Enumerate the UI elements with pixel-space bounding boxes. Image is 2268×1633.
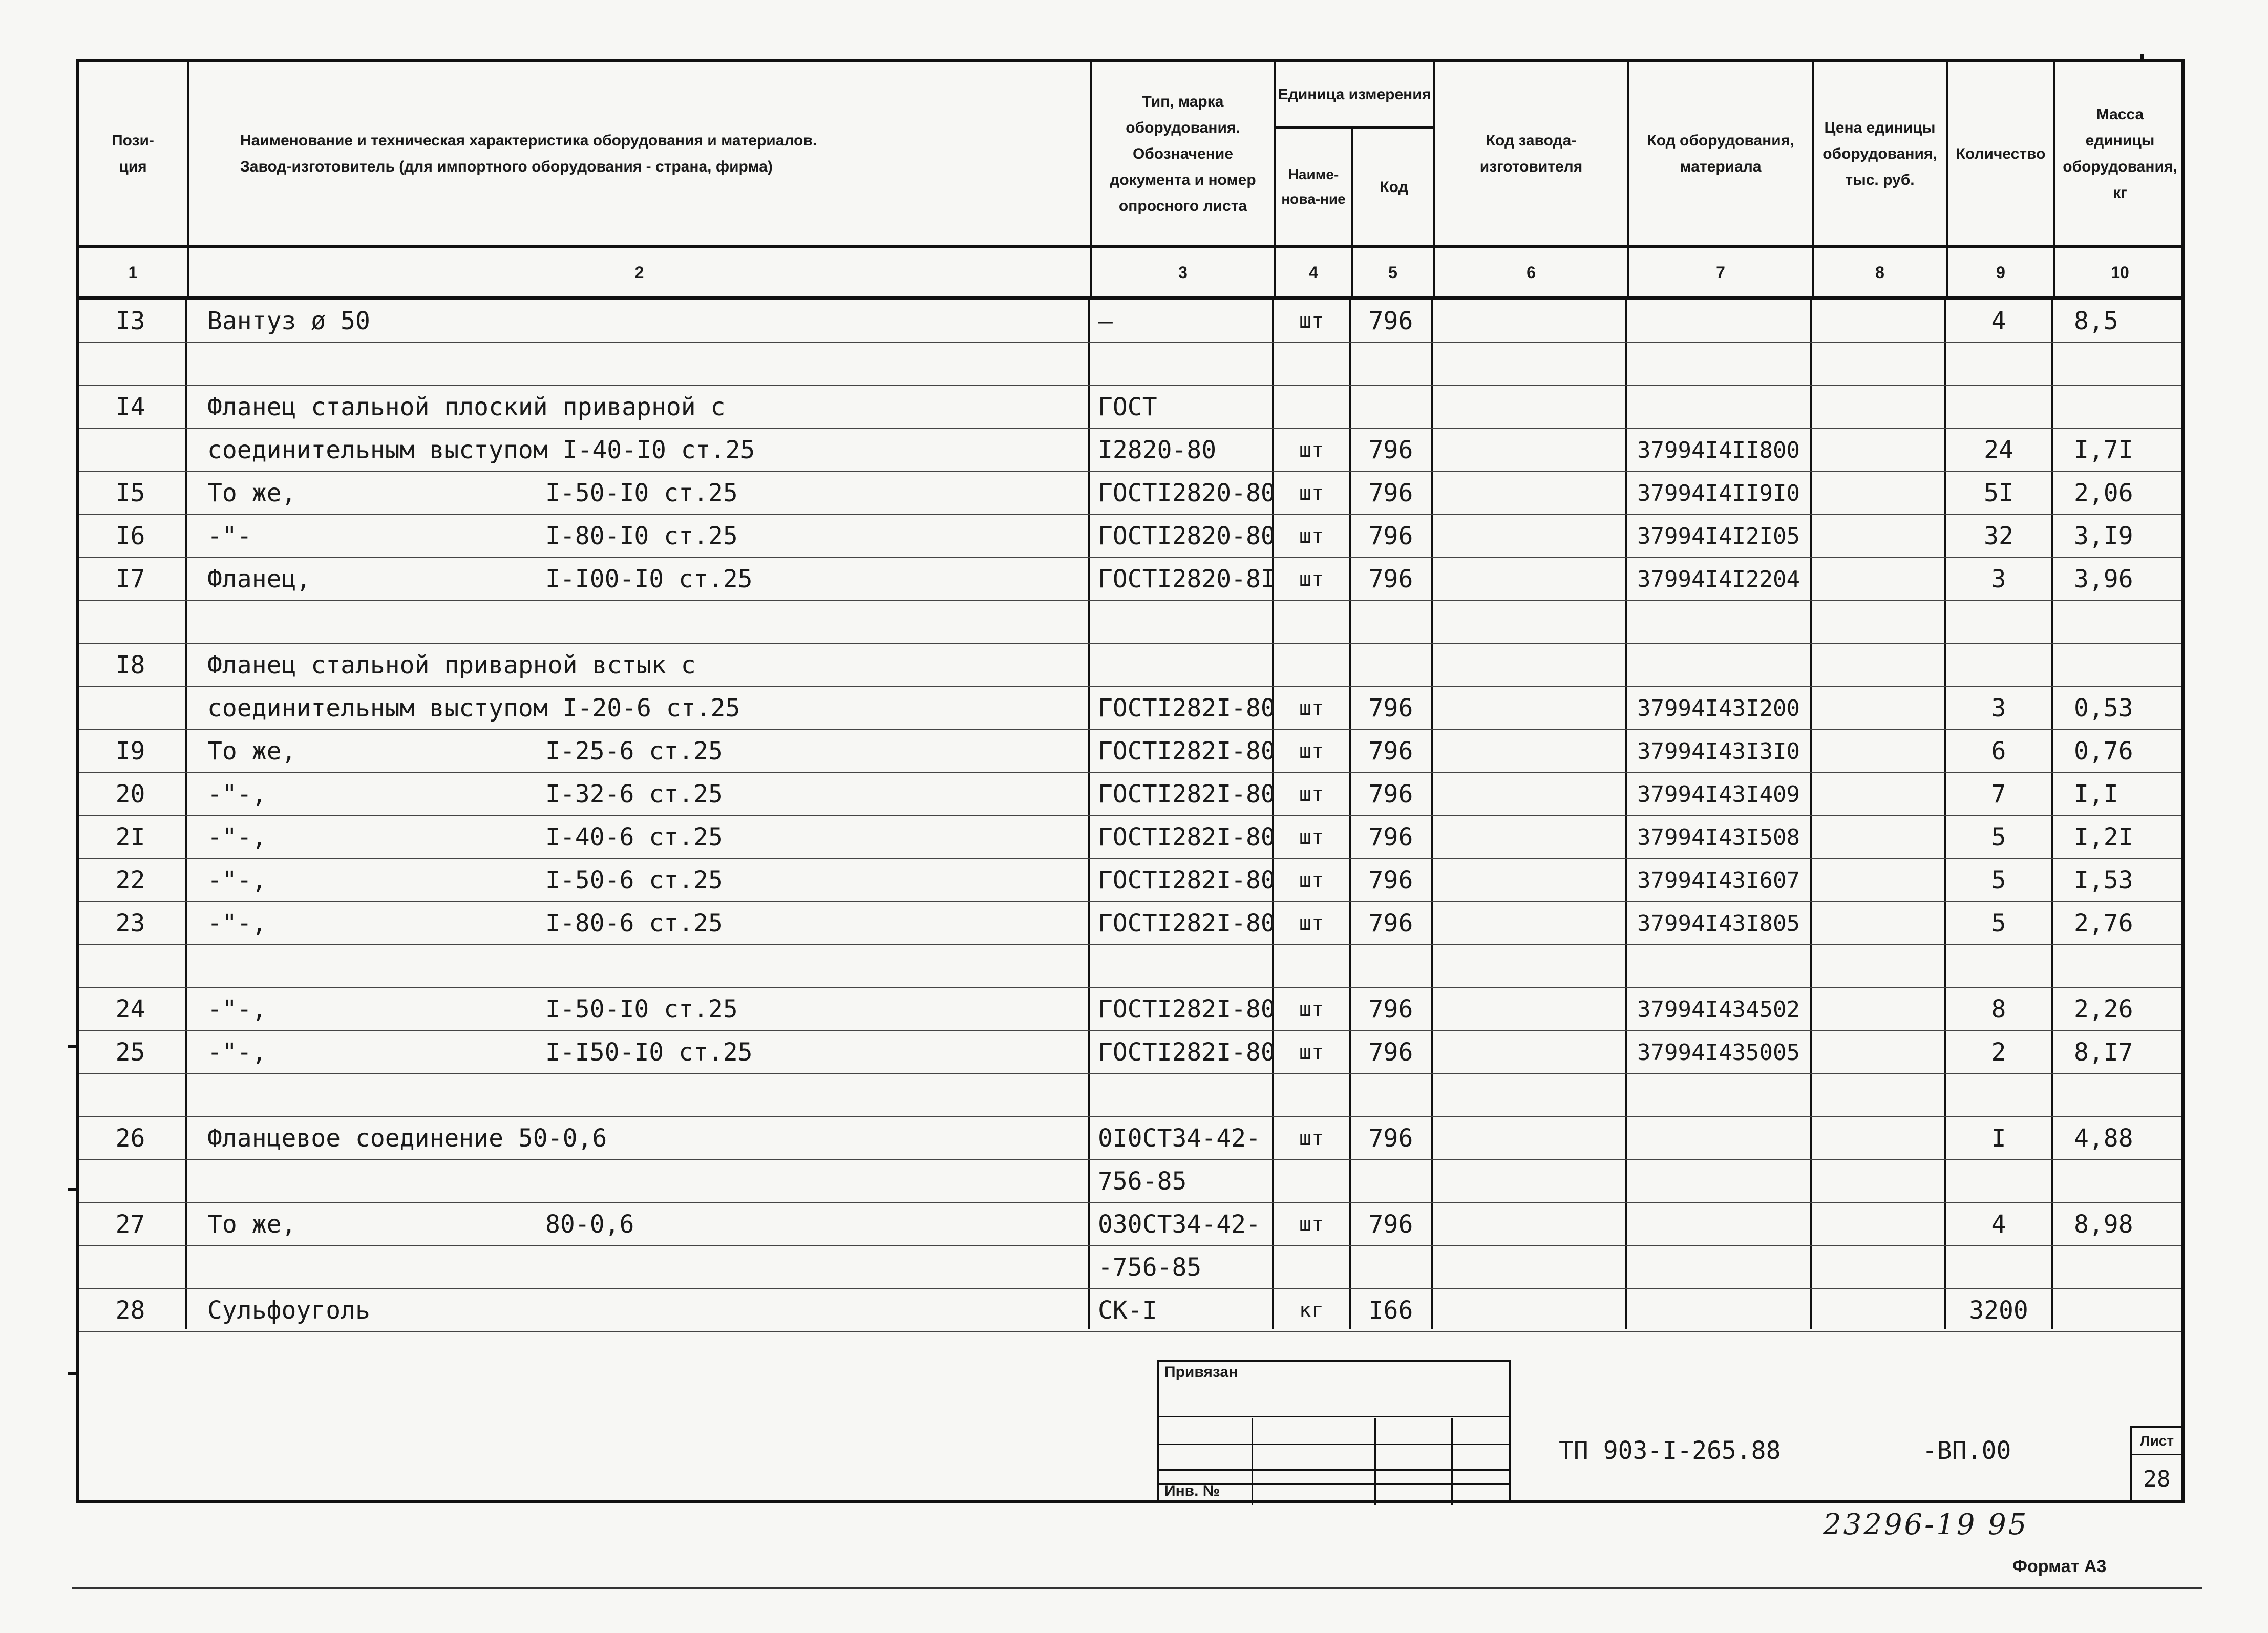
table-row xyxy=(76,429,2185,472)
cell-mass xyxy=(2053,1289,2181,1332)
cell-type xyxy=(1090,1074,1272,1117)
cell-quantity xyxy=(1946,1246,2051,1289)
cell-unit-code xyxy=(1351,601,1431,644)
cell-name: -"-, xyxy=(207,866,267,895)
cell-material-code: 37994I43I3I0 xyxy=(1637,738,1800,765)
cell-position: 26 xyxy=(115,1124,145,1153)
cell-name-parameter: I-32-6 ст.25 xyxy=(545,780,723,809)
cell-material-code: 37994I435005 xyxy=(1637,1039,1800,1066)
cell-unit-code: 796 xyxy=(1368,1124,1413,1153)
table-row xyxy=(76,902,2185,945)
table-row xyxy=(76,1203,2185,1246)
cell-name xyxy=(187,601,1088,644)
cell-quantity: 3200 xyxy=(1969,1296,2028,1325)
cell-quantity: 5 xyxy=(1991,909,2006,938)
cell-name-parameter: I-40-6 ст.25 xyxy=(545,823,723,852)
cell-unit-code: 796 xyxy=(1368,479,1413,507)
header-factory-code: Код завода-изготовителя xyxy=(1435,62,1629,245)
table-row xyxy=(76,558,2185,601)
cell-name: То же, xyxy=(207,479,296,507)
cell-unit-code: 796 xyxy=(1368,522,1413,550)
table-row xyxy=(76,1074,2185,1117)
bottom-rule xyxy=(72,1587,2202,1589)
cell-quantity: 32 xyxy=(1984,522,2013,550)
cell-name-parameter: I-50-I0 ст.25 xyxy=(545,479,738,507)
cell-unit-code: 796 xyxy=(1368,995,1413,1024)
cell-mass: 2,76 xyxy=(2074,909,2133,938)
cell-unit xyxy=(1274,1246,1349,1289)
cell-quantity xyxy=(1946,386,2051,429)
cell-quantity: 3 xyxy=(1991,565,2006,593)
cell-unit: шт xyxy=(1299,825,1324,849)
cell-unit-code xyxy=(1351,644,1431,687)
cell-name: соединительным выступом I-20-6 ст.25 xyxy=(207,694,740,723)
cell-unit: шт xyxy=(1299,438,1324,462)
cell-material-code xyxy=(1627,343,1810,386)
table-row xyxy=(76,859,2185,902)
table-row xyxy=(76,601,2185,644)
cell-type: 756-85 xyxy=(1098,1167,1187,1196)
stamp-line xyxy=(1374,1418,1376,1505)
cell-quantity: 5 xyxy=(1991,866,2006,895)
cell-unit: кг xyxy=(1299,1299,1324,1322)
stamp-line xyxy=(1159,1444,1509,1445)
cell-name: Сульфоуголь xyxy=(207,1296,370,1325)
table-row xyxy=(76,1246,2185,1289)
cell-quantity: 4 xyxy=(1991,1210,2006,1239)
cell-name: То же, xyxy=(207,737,296,766)
cell-type: – xyxy=(1098,307,1113,335)
cell-mass xyxy=(2053,601,2181,644)
header-unit-name: Наиме-нова-ние xyxy=(1276,129,1353,245)
cell-unit-code: 796 xyxy=(1368,1038,1413,1067)
cell-unit-code: 796 xyxy=(1368,307,1413,335)
cell-type: -756-85 xyxy=(1098,1253,1202,1282)
cell-unit: шт xyxy=(1299,309,1324,333)
cell-unit xyxy=(1274,1074,1349,1117)
cell-mass: 8,I7 xyxy=(2074,1038,2133,1067)
cell-unit-code xyxy=(1351,945,1431,988)
cell-type: ГОСТ xyxy=(1098,393,1157,421)
table-row xyxy=(76,472,2185,515)
col-num-2: 2 xyxy=(189,248,1092,296)
header-position: Пози- ция xyxy=(79,62,189,245)
cell-quantity: 3 xyxy=(1991,694,2006,723)
cell-unit-code: 796 xyxy=(1368,866,1413,895)
cell-unit xyxy=(1274,601,1349,644)
sheet-box xyxy=(2130,1426,2181,1503)
cell-position xyxy=(76,1160,185,1203)
cell-material-code: 37994I43I607 xyxy=(1637,867,1800,894)
cell-mass: I,7I xyxy=(2074,436,2133,464)
cell-material-code xyxy=(1627,644,1810,687)
sheet-number: 28 xyxy=(2143,1466,2171,1492)
cell-position xyxy=(76,343,185,386)
cell-type: СК-I xyxy=(1098,1296,1157,1325)
cell-unit: шт xyxy=(1299,481,1324,505)
cell-quantity: 4 xyxy=(1991,307,2006,335)
cell-type: 0I0СТ34-42- xyxy=(1098,1124,1261,1153)
cell-material-code: 37994I4I2204 xyxy=(1637,566,1800,592)
cell-mass: 4,88 xyxy=(2074,1124,2133,1153)
cell-mass: 2,06 xyxy=(2074,479,2133,507)
col-num-4: 4 xyxy=(1276,248,1353,296)
cell-quantity: I xyxy=(1991,1124,2006,1153)
table-row xyxy=(76,945,2185,988)
cell-quantity: 2 xyxy=(1991,1038,2006,1067)
cell-material-code: 37994I43I200 xyxy=(1637,695,1800,722)
cell-unit: шт xyxy=(1299,1213,1324,1236)
cell-unit: шт xyxy=(1299,782,1324,806)
cell-name-parameter: I-I00-I0 ст.25 xyxy=(545,565,753,593)
cell-material-code xyxy=(1627,1117,1810,1160)
bound-label: Привязан xyxy=(1164,1364,1238,1381)
cell-unit-code: 796 xyxy=(1368,780,1413,809)
header-material-code: Код оборудования, материала xyxy=(1629,62,1814,245)
cell-mass: 0,76 xyxy=(2074,737,2133,766)
cell-position xyxy=(76,1246,185,1289)
col-num-10: 10 xyxy=(2111,263,2129,282)
cell-quantity xyxy=(1946,644,2051,687)
cell-material-code: 37994I43I409 xyxy=(1637,781,1800,808)
cell-position xyxy=(76,601,185,644)
cell-unit xyxy=(1274,343,1349,386)
cell-unit: шт xyxy=(1299,696,1324,720)
cell-position: I9 xyxy=(115,737,145,766)
cell-unit-code xyxy=(1351,1160,1431,1203)
binding-stamp xyxy=(1157,1360,1511,1503)
cell-position: I3 xyxy=(115,307,145,335)
cell-name: Фланец стальной приварной встык с xyxy=(207,651,696,680)
cell-name: Вантуз ø 50 xyxy=(207,307,370,335)
cell-name-parameter: I-50-6 ст.25 xyxy=(545,866,723,895)
cell-material-code: 37994I4II9I0 xyxy=(1637,480,1800,506)
cell-type: ГОСТI282I-80 xyxy=(1098,866,1276,895)
cell-type: 030СТ34-42- xyxy=(1098,1210,1261,1239)
cell-name: То же, xyxy=(207,1210,296,1239)
cell-type: ГОСТI282I-80 xyxy=(1098,694,1276,723)
header-unit-code: Код xyxy=(1380,178,1408,196)
cell-unit-code xyxy=(1351,1246,1431,1289)
cell-material-code: 37994I43I508 xyxy=(1637,824,1800,851)
col-num-8: 8 xyxy=(1814,248,1948,296)
cell-type xyxy=(1090,601,1272,644)
cell-unit-code: 796 xyxy=(1368,737,1413,766)
header-quantity: Количество xyxy=(1948,62,2055,245)
cell-name-parameter: I-80-6 ст.25 xyxy=(545,909,723,938)
cell-name: -"-, xyxy=(207,909,267,938)
table-row xyxy=(76,386,2185,429)
frame-left xyxy=(76,59,79,1329)
cell-material-code xyxy=(1627,601,1810,644)
document-number: ТП 903-I-265.88 xyxy=(1559,1436,1781,1465)
cell-quantity: 24 xyxy=(1984,436,2013,464)
table-row xyxy=(76,687,2185,730)
cell-unit-code: 796 xyxy=(1368,909,1413,938)
cell-position: 2I xyxy=(115,823,145,852)
cell-type: ГОСТI282I-80 xyxy=(1098,823,1276,852)
header-price: Цена единицы оборудования, тыс. руб. xyxy=(1814,62,1948,245)
col-num-5: 5 xyxy=(1353,248,1435,296)
cell-type: ГОСТI282I-80 xyxy=(1098,737,1276,766)
cell-name: -"-, xyxy=(207,823,267,852)
cell-quantity xyxy=(1946,1160,2051,1203)
cell-mass xyxy=(2053,1074,2181,1117)
cell-position: I5 xyxy=(115,479,145,507)
title-block xyxy=(76,1329,2185,1503)
cell-position xyxy=(76,945,185,988)
cell-type: ГОСТI2820-8I xyxy=(1098,565,1276,593)
cell-name: -"-, xyxy=(207,780,267,809)
cell-material-code: 37994I43I805 xyxy=(1637,910,1800,937)
table-row xyxy=(76,515,2185,558)
cell-mass xyxy=(2053,386,2181,429)
cell-position: 24 xyxy=(115,995,145,1024)
cell-material-code xyxy=(1627,1160,1810,1203)
header-type: Тип, марка оборудования. Обозначение документа и номер опросного листа xyxy=(1092,62,1276,245)
cell-unit-code: 796 xyxy=(1368,823,1413,852)
header-unit: Единица измерения xyxy=(1276,62,1433,129)
cell-name: Фланцевое соединение 50-0,6 xyxy=(207,1124,607,1153)
stamp-line xyxy=(1159,1469,1509,1471)
cell-material-code xyxy=(1627,300,1810,343)
cell-mass: 8,5 xyxy=(2074,307,2118,335)
cell-quantity: 7 xyxy=(1991,780,2006,809)
cell-unit: шт xyxy=(1299,1127,1324,1150)
cell-unit: шт xyxy=(1299,1041,1324,1064)
cell-type xyxy=(1090,343,1272,386)
col-num-9: 9 xyxy=(1948,248,2055,296)
inventory-label: Инв. № xyxy=(1164,1482,1220,1499)
cell-unit-code: I66 xyxy=(1368,1296,1413,1325)
cell-mass xyxy=(2053,343,2181,386)
cell-type: ГОСТI282I-80 xyxy=(1098,995,1276,1024)
cell-mass: I,I xyxy=(2074,780,2118,809)
cell-material-code xyxy=(1627,1246,1810,1289)
cell-mass: 2,26 xyxy=(2074,995,2133,1024)
cell-quantity xyxy=(1946,945,2051,988)
stamp-line xyxy=(1451,1418,1453,1505)
cell-material-code xyxy=(1627,1203,1810,1246)
cell-name xyxy=(187,945,1088,988)
cell-type: ГОСТI282I-80 xyxy=(1098,780,1276,809)
cell-name xyxy=(187,1074,1088,1117)
cell-quantity xyxy=(1946,1074,2051,1117)
table-row xyxy=(76,730,2185,773)
table-body xyxy=(76,300,2185,1329)
cell-unit: шт xyxy=(1299,868,1324,892)
cell-material-code: 37994I434502 xyxy=(1637,996,1800,1023)
cell-position: I7 xyxy=(115,565,145,593)
cell-unit: шт xyxy=(1299,524,1324,548)
cell-position: 20 xyxy=(115,780,145,809)
cell-position: 27 xyxy=(115,1210,145,1239)
header-unit-group xyxy=(1276,62,1435,245)
cell-mass: 8,98 xyxy=(2074,1210,2133,1239)
cell-unit-code: 796 xyxy=(1368,694,1413,723)
document-suffix: -ВП.00 xyxy=(1922,1436,2011,1465)
cell-material-code xyxy=(1627,945,1810,988)
cell-name: Фланец стальной плоский приварной с xyxy=(207,393,726,421)
cell-unit-code: 796 xyxy=(1368,565,1413,593)
cell-position: 22 xyxy=(115,866,145,895)
table-row xyxy=(76,1289,2185,1332)
table-row xyxy=(76,816,2185,859)
cell-position: 25 xyxy=(115,1038,145,1067)
table-row xyxy=(76,1117,2185,1160)
margin-tick xyxy=(68,1188,78,1191)
cell-name xyxy=(187,1160,1088,1203)
cell-unit: шт xyxy=(1299,567,1324,591)
cell-position: 23 xyxy=(115,909,145,938)
margin-tick xyxy=(68,1372,78,1375)
cell-material-code xyxy=(1627,1074,1810,1117)
cell-type: ГОСТI2820-80 xyxy=(1098,479,1276,507)
cell-type xyxy=(1090,644,1272,687)
cell-position xyxy=(76,429,185,472)
cell-name: Фланец, xyxy=(207,565,311,593)
cell-unit xyxy=(1274,1160,1349,1203)
col-num-1: 1 xyxy=(79,248,189,296)
cell-unit: шт xyxy=(1299,739,1324,763)
cell-name xyxy=(187,343,1088,386)
cell-unit-code xyxy=(1351,386,1431,429)
cell-quantity: 6 xyxy=(1991,737,2006,766)
cell-unit-code xyxy=(1351,1074,1431,1117)
cell-unit xyxy=(1274,945,1349,988)
cell-position: 28 xyxy=(115,1296,145,1325)
table-row xyxy=(76,343,2185,386)
cell-mass: 3,96 xyxy=(2074,565,2133,593)
cell-position xyxy=(76,1074,185,1117)
cell-name-parameter: I-I50-I0 ст.25 xyxy=(545,1038,753,1067)
cell-mass: 0,53 xyxy=(2074,694,2133,723)
cell-name: -"-, xyxy=(207,1038,267,1067)
col-num-3: 3 xyxy=(1092,248,1276,296)
format-label: Формат А3 xyxy=(2012,1557,2107,1576)
col-num-7: 7 xyxy=(1629,248,1814,296)
table-header xyxy=(76,59,2185,248)
handwritten-inventory: 23296-19 95 xyxy=(1823,1508,2029,1541)
cell-quantity: 5I xyxy=(1984,479,2013,507)
cell-type xyxy=(1090,945,1272,988)
cell-unit xyxy=(1274,386,1349,429)
cell-name xyxy=(187,1246,1088,1289)
stamp-line xyxy=(1159,1416,1509,1417)
cell-quantity xyxy=(1946,343,2051,386)
cell-position xyxy=(76,687,185,730)
cell-name: соединительным выступом I-40-I0 ст.25 xyxy=(207,436,755,464)
table-row xyxy=(76,773,2185,816)
cell-type: ГОСТI2820-80 xyxy=(1098,522,1276,550)
cell-name: -"- xyxy=(207,522,252,550)
col-num-6: 6 xyxy=(1435,248,1629,296)
cell-quantity: 8 xyxy=(1991,995,2006,1024)
cell-position: I4 xyxy=(115,393,145,421)
cell-unit-code: 796 xyxy=(1368,436,1413,464)
cell-type: ГОСТI282I-80 xyxy=(1098,909,1276,938)
column-number-row xyxy=(76,248,2185,300)
cell-mass xyxy=(2053,644,2181,687)
table-row xyxy=(76,300,2185,343)
cell-quantity: 5 xyxy=(1991,823,2006,852)
cell-mass: I,53 xyxy=(2074,866,2133,895)
cell-mass: I,2I xyxy=(2074,823,2133,852)
table-row xyxy=(76,988,2185,1031)
cell-position: I8 xyxy=(115,651,145,680)
cell-name-parameter: I-80-I0 ст.25 xyxy=(545,522,738,550)
cell-mass xyxy=(2053,1160,2181,1203)
cell-name-parameter: I-25-6 ст.25 xyxy=(545,737,723,766)
frame-right xyxy=(2181,59,2185,1329)
cell-mass xyxy=(2053,945,2181,988)
cell-quantity xyxy=(1946,601,2051,644)
cell-mass xyxy=(2053,1246,2181,1289)
cell-material-code: 37994I4I2I05 xyxy=(1637,523,1800,549)
header-mass: Масса единицы оборудования, кг xyxy=(2063,106,2177,201)
table-row xyxy=(76,644,2185,687)
cell-unit xyxy=(1274,644,1349,687)
cell-unit-code: 796 xyxy=(1368,1210,1413,1239)
cell-position: I6 xyxy=(115,522,145,550)
header-name: Наименование и техническая характеристика оборудования и материалов. Завод-изготовитель (для импортного оборудования - страна, фирма) xyxy=(189,62,1092,245)
cell-material-code xyxy=(1627,1289,1810,1332)
table-row xyxy=(76,1160,2185,1203)
cell-name: -"-, xyxy=(207,995,267,1024)
cell-type: ГОСТI282I-80 xyxy=(1098,1038,1276,1067)
cell-type: I2820-80 xyxy=(1098,436,1217,464)
cell-material-code xyxy=(1627,386,1810,429)
cell-unit: шт xyxy=(1299,911,1324,935)
cell-unit: шт xyxy=(1299,998,1324,1021)
table-row xyxy=(76,1031,2185,1074)
stamp-line xyxy=(1252,1418,1253,1505)
cell-mass: 3,I9 xyxy=(2074,522,2133,550)
cell-unit-code xyxy=(1351,343,1431,386)
cell-name-parameter: 80-0,6 xyxy=(545,1210,634,1239)
cell-material-code: 37994I4II800 xyxy=(1637,437,1800,463)
cell-name-parameter: I-50-I0 ст.25 xyxy=(545,995,738,1024)
margin-tick xyxy=(68,1045,78,1048)
sheet-label: Лист xyxy=(2132,1428,2181,1455)
